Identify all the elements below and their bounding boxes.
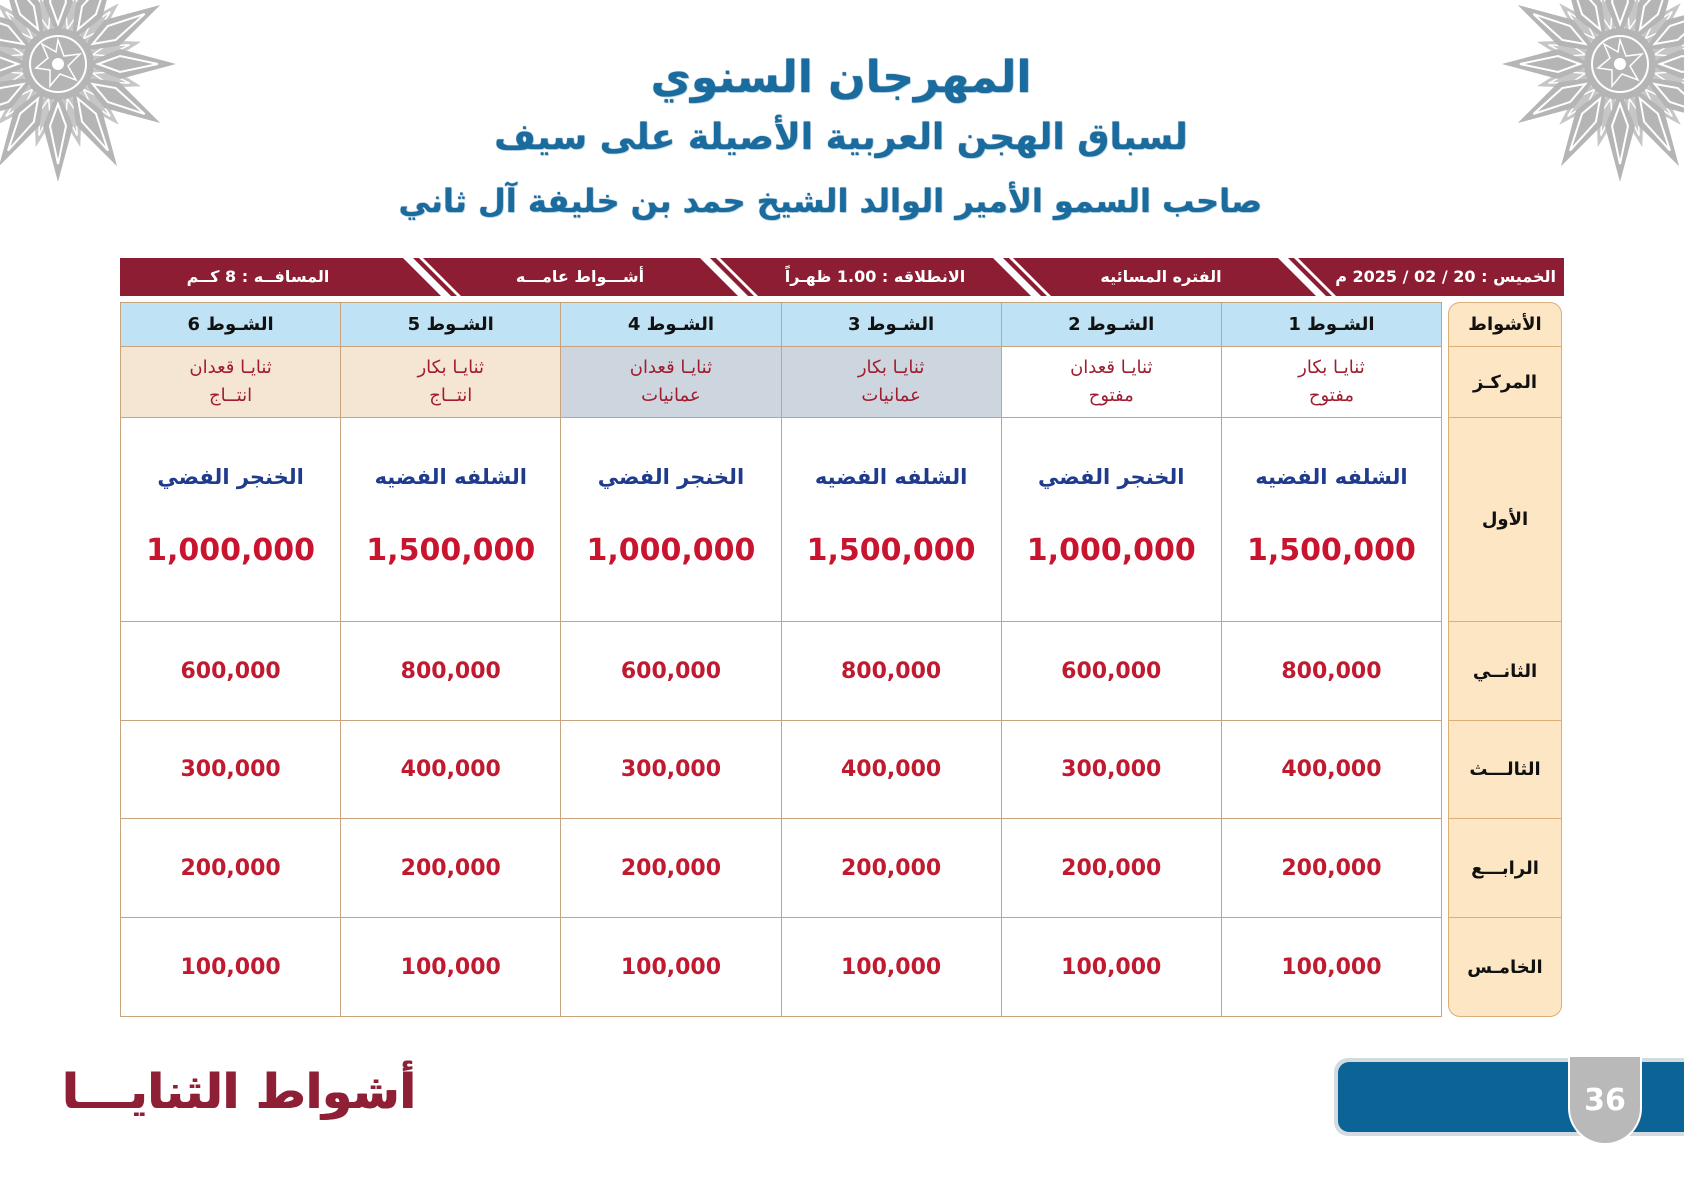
third-place-cell: [341, 721, 560, 818]
second-place-cell: [1002, 622, 1221, 720]
label-fourth: الرابـــع: [1449, 819, 1561, 917]
race-category: ثنايـا بكار: [857, 357, 925, 378]
race-header: [782, 303, 1001, 346]
fourth-place-cell: [561, 819, 780, 917]
fifth-place-cell: [561, 918, 780, 1016]
race-type: عمانيات: [861, 385, 921, 406]
second-place-cell: [561, 622, 780, 720]
start-time-label: الانطلاقه : 1.00 ظهـراً: [784, 267, 966, 286]
first-place-amount: 1,500,000: [366, 533, 536, 568]
third-place-amount: 300,000: [1061, 757, 1162, 782]
race-type: مفتوح: [1088, 385, 1134, 406]
race-type-label: أشـــواط عامـــه: [515, 267, 645, 286]
second-place-amount: 600,000: [180, 658, 281, 684]
first-place-amount: 1,000,000: [586, 533, 756, 568]
third-place-cell: [782, 721, 1001, 818]
first-place-trophy: الخنجر الفضي: [1038, 465, 1185, 489]
race-name: الشـوط 3: [848, 314, 935, 335]
fourth-place-cell: [782, 819, 1001, 917]
page-number-tab: [1568, 1057, 1642, 1145]
race-name: الشـوط 4: [627, 314, 715, 335]
fourth-place-cell: [1002, 819, 1221, 917]
second-place-amount: 600,000: [1061, 658, 1162, 684]
third-place-cell: [1222, 721, 1441, 818]
fifth-place-cell: [782, 918, 1001, 1016]
fifth-place-amount: 100,000: [840, 954, 942, 980]
third-place-amount: 300,000: [180, 757, 281, 782]
mandala-ornament-icon: [0, 0, 185, 195]
third-place-amount: 400,000: [1281, 757, 1382, 782]
race-header: [1002, 303, 1221, 346]
race-info-bar: [120, 258, 1564, 296]
race-type: انتــاج: [209, 385, 253, 406]
fifth-place-cell: [1002, 918, 1221, 1016]
fifth-place-amount: 100,000: [620, 954, 722, 980]
second-place-cell: [782, 622, 1001, 720]
mandala-ornament-icon: [1500, 0, 1684, 195]
race-type: انتــاج: [429, 385, 473, 406]
race-type: مفتوح: [1308, 385, 1354, 406]
title-line-1: المهرجان السنوي: [650, 52, 1032, 103]
fourth-place-amount: 200,000: [400, 855, 501, 881]
fourth-place-cell: [341, 819, 560, 917]
fourth-place-amount: 200,000: [1281, 855, 1382, 881]
first-place-cell: [1222, 418, 1441, 621]
date-label: الخميس : 20 / 02 / 2025 م: [1335, 267, 1556, 286]
third-place-amount: 300,000: [620, 757, 722, 782]
third-place-amount: 400,000: [400, 757, 501, 782]
fifth-place-cell: [341, 918, 560, 1016]
race-category-cell: [782, 347, 1001, 417]
first-place-amount: 1,500,000: [806, 533, 976, 568]
race-category-cell: [121, 347, 340, 417]
race-category-cell: [1002, 347, 1221, 417]
race-name: الشـوط 5: [407, 314, 494, 335]
race-category-cell: [1222, 347, 1441, 417]
first-place-trophy: الشلفه الفضيه: [814, 465, 968, 489]
fourth-place-amount: 200,000: [840, 855, 942, 881]
fifth-place-amount: 100,000: [180, 954, 281, 980]
label-second: الثانــي: [1449, 622, 1561, 720]
second-place-amount: 800,000: [400, 658, 501, 684]
race-category-cell: [561, 347, 780, 417]
first-place-cell: [121, 418, 340, 621]
fifth-place-amount: 100,000: [400, 954, 501, 980]
fifth-place-cell: [1222, 918, 1441, 1016]
first-place-trophy: الخنجر الفضي: [597, 465, 745, 489]
first-place-cell: [561, 418, 780, 621]
second-place-amount: 800,000: [840, 658, 942, 684]
third-place-cell: [1002, 721, 1221, 818]
third-place-cell: [561, 721, 780, 818]
race-category: ثنايـا قعدان: [629, 357, 713, 378]
first-place-cell: [341, 418, 560, 621]
fourth-place-cell: [121, 819, 340, 917]
first-place-amount: 1,000,000: [1026, 533, 1196, 568]
first-place-trophy: الخنجر الفضي: [157, 465, 304, 489]
race-category: ثنايـا قعدان: [1070, 357, 1153, 378]
distance-label: المسافــه : 8 كــم: [186, 267, 330, 286]
page-number: 36: [1584, 1082, 1626, 1118]
second-place-cell: [121, 622, 340, 720]
race-name: الشـوط 2: [1068, 314, 1155, 335]
fourth-place-amount: 200,000: [180, 855, 281, 881]
race-category: ثنايـا بكار: [417, 357, 485, 378]
first-place-amount: 1,000,000: [146, 533, 316, 568]
race-category: ثنايـا قعدان: [189, 357, 272, 378]
fourth-place-amount: 200,000: [620, 855, 722, 881]
third-place-cell: [121, 721, 340, 818]
race-header: [561, 303, 780, 346]
label-fifth: الخامـس: [1449, 918, 1561, 1016]
period-label: الفتره المسائيه: [1100, 267, 1222, 286]
fourth-place-amount: 200,000: [1061, 855, 1162, 881]
fifth-place-cell: [121, 918, 340, 1016]
label-races: الأشواط: [1449, 303, 1561, 346]
first-place-amount: 1,500,000: [1246, 533, 1416, 568]
third-place-amount: 400,000: [840, 757, 942, 782]
race-header: [121, 303, 340, 346]
title-line-2: لسباق الهجن العربية الأصيلة على سيف: [494, 117, 1188, 158]
fifth-place-amount: 100,000: [1281, 954, 1382, 980]
title-line-3: صاحب السمو الأمير الوالد الشيخ حمد بن خليفة آل ثاني: [398, 182, 1262, 220]
first-place-trophy: الشلفه الفضيه: [1255, 465, 1408, 489]
race-header: [1222, 303, 1441, 346]
first-place-trophy: الشلفه الفضيه: [374, 465, 527, 489]
second-place-cell: [1222, 622, 1441, 720]
second-place-amount: 600,000: [620, 658, 722, 684]
race-name: الشـوط 6: [187, 314, 274, 335]
second-place-amount: 800,000: [1281, 658, 1382, 684]
race-category: ثنايـا بكار: [1298, 357, 1365, 378]
first-place-cell: [782, 418, 1001, 621]
fifth-place-amount: 100,000: [1061, 954, 1162, 980]
race-category-cell: [341, 347, 560, 417]
fourth-place-cell: [1222, 819, 1441, 917]
prize-table: [120, 302, 1442, 1017]
first-place-cell: [1002, 418, 1221, 621]
race-name: الشـوط 1: [1288, 314, 1375, 335]
label-position: المركـز: [1449, 347, 1561, 417]
second-place-cell: [341, 622, 560, 720]
row-label-column: [1448, 302, 1562, 1017]
race-header: [341, 303, 560, 346]
race-type: عمانيات: [641, 385, 701, 406]
label-first: الأول: [1449, 418, 1561, 621]
section-title: أشواط الثنايـــا: [62, 1064, 416, 1120]
label-third: الثالـــث: [1449, 721, 1561, 818]
